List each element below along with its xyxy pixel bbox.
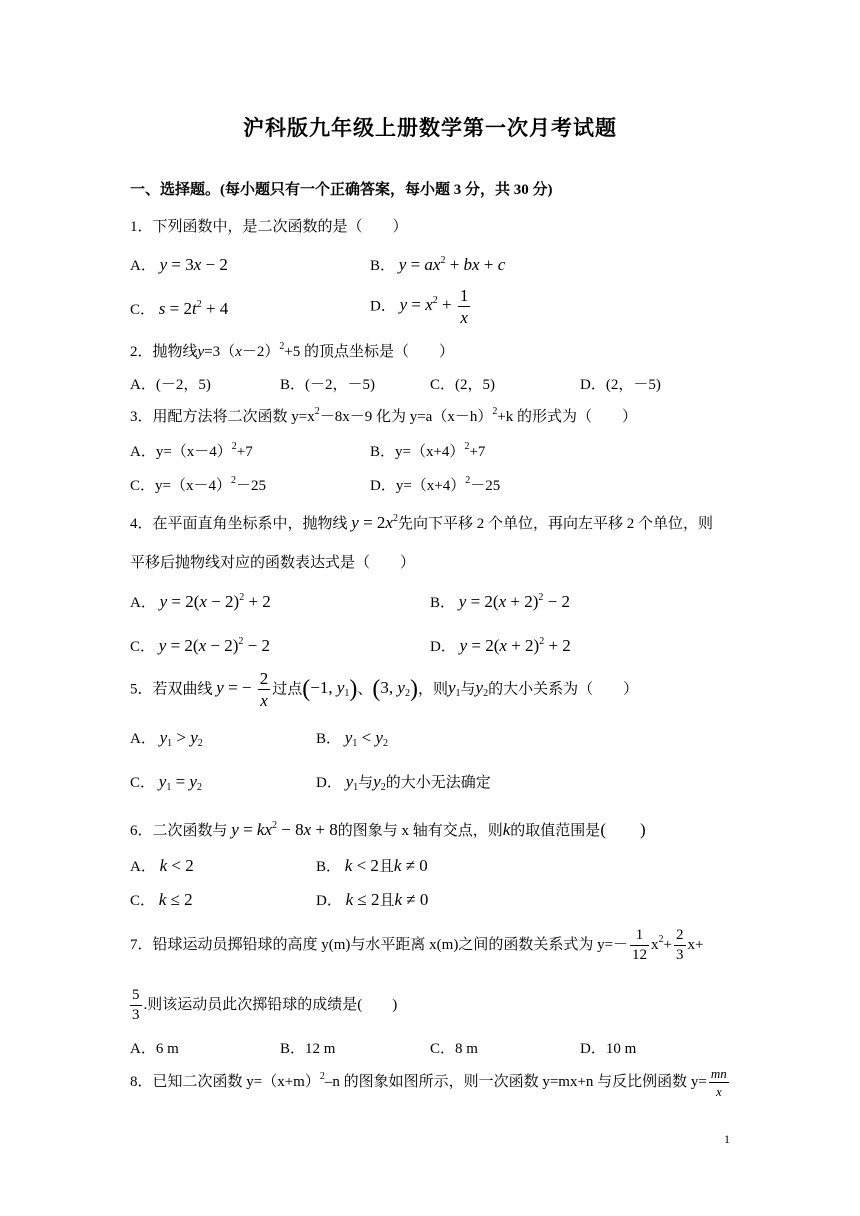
page-title: 沪科版九年级上册数学第一次月考试题 [243, 116, 617, 140]
q6-option-a: A． k < 2 [130, 856, 194, 875]
question-8-stem: 8．已知二次函数 $y=(x+m)^2-n$ 的图象如图所示，则一次函数 y=mx+n 与反比例函数 y= $\frac{mn}{x}$ [130, 1066, 727, 1099]
question-1-stem: 1．下列函数中，是二次函数的是（ ） [130, 219, 408, 235]
q6-option-c: C． k ≤ 2 [130, 890, 193, 909]
question-7-line1: 7．铅球运动员掷铅球的高度 y(m)与水平距离 x(m)之间的函数关系式为 y=－ $\frac{1}{12}$ $x^2+$ $\frac{2}{3}$ x+ [130, 927, 704, 963]
question-2-stem: 2．抛物线$y=3(x-2)^2+5$ 的顶点坐标是（ ） [130, 341, 455, 360]
question-3-stem: 3．用配方法将二次函数 $y=x^2-8x-9$ 化为 $y=a(x-h)^2+k$ 的形式为（ ） [130, 406, 638, 425]
q7-option-d: D．10 m [580, 1041, 637, 1057]
q2-option-a: A．(－2，5) [130, 377, 211, 393]
q4-option-b: B． $y = 2(x + 2)^2 - 2$ [430, 592, 570, 611]
q3-option-b: B．$y=(x+4)^2+7$ [370, 441, 486, 460]
page-number: 1 [724, 1132, 730, 1146]
q2-option-b: B．(－2，－5) [280, 377, 375, 393]
question-7-line2: $\frac{5}{3}$ .则该运动员此次掷铅球的成绩是( ) [132, 987, 398, 1023]
q7-option-a: A．6 m [130, 1041, 179, 1057]
q4-option-d: D． $y = 2(x + 2)^2 + 2$ [430, 636, 571, 655]
q2-option-d: D．(2，－5) [580, 377, 661, 393]
q1-option-a: A． y = 3x − 2 [130, 255, 228, 274]
section-heading: 一、选择题。(每小题只有一个正确答案，每小题 3 分，共 30 分) [130, 182, 553, 198]
q5-option-a: A． $y_1 > y_2$ [130, 728, 203, 749]
q3-option-c: C．$y=(x-4)^2-25$ [130, 475, 266, 494]
q6-option-d: D． k ≤ 2且k ≠ 0 [316, 890, 429, 909]
q3-option-a: A．$y=(x-4)^2+7$ [130, 441, 253, 460]
q2-option-c: C．(2，5) [430, 377, 495, 393]
q5-option-c: C． $y_1 = y_2$ [130, 772, 202, 793]
question-6-stem: 6．二次函数与 $y = kx^2 - 8x + 8$的图象与 x 轴有交点，则k的取值范围是( ) [130, 820, 646, 839]
q4-option-c: C． $y = 2(x - 2)^2 - 2$ [130, 636, 270, 655]
q1-option-d: D． $y = x^2$ + $\frac{1}{x}$ [370, 286, 469, 327]
q3-option-d: D．$y=(x+4)^2-25$ [370, 475, 501, 494]
q6-option-b: B． k < 2且k ≠ 0 [316, 856, 428, 875]
q1-option-b: B． $y = ax^2$ + bx + c [370, 255, 506, 274]
q4-option-a: A． $y = 2(x - 2)^2 + 2$ [130, 592, 271, 611]
q5-option-b: B． $y_1 < y_2$ [316, 728, 388, 749]
q7-option-c: C．8 m [430, 1041, 478, 1057]
question-4-line1: 4．在平面直角坐标系中，抛物线 $y = 2x^2$先向下平移 2 个单位，再向左平移 2 个单位，则 [130, 513, 713, 532]
q5-option-d: D． $y_1$与$y_2$的大小无法确定 [316, 772, 491, 793]
question-4-line2: 平移后抛物线对应的函数表达式是（ ） [130, 555, 416, 571]
question-5-stem: 5．若双曲线 y = − $\frac{2}{x}$ 过点(−1, $y_1$)、(3, $y_2$)，则$y_1$与$y_2$的大小关系为（ ） [130, 669, 639, 710]
q7-option-b: B．12 m [280, 1041, 336, 1057]
q1-option-c: C． $s = 2t^2 + 4$ [130, 299, 229, 318]
